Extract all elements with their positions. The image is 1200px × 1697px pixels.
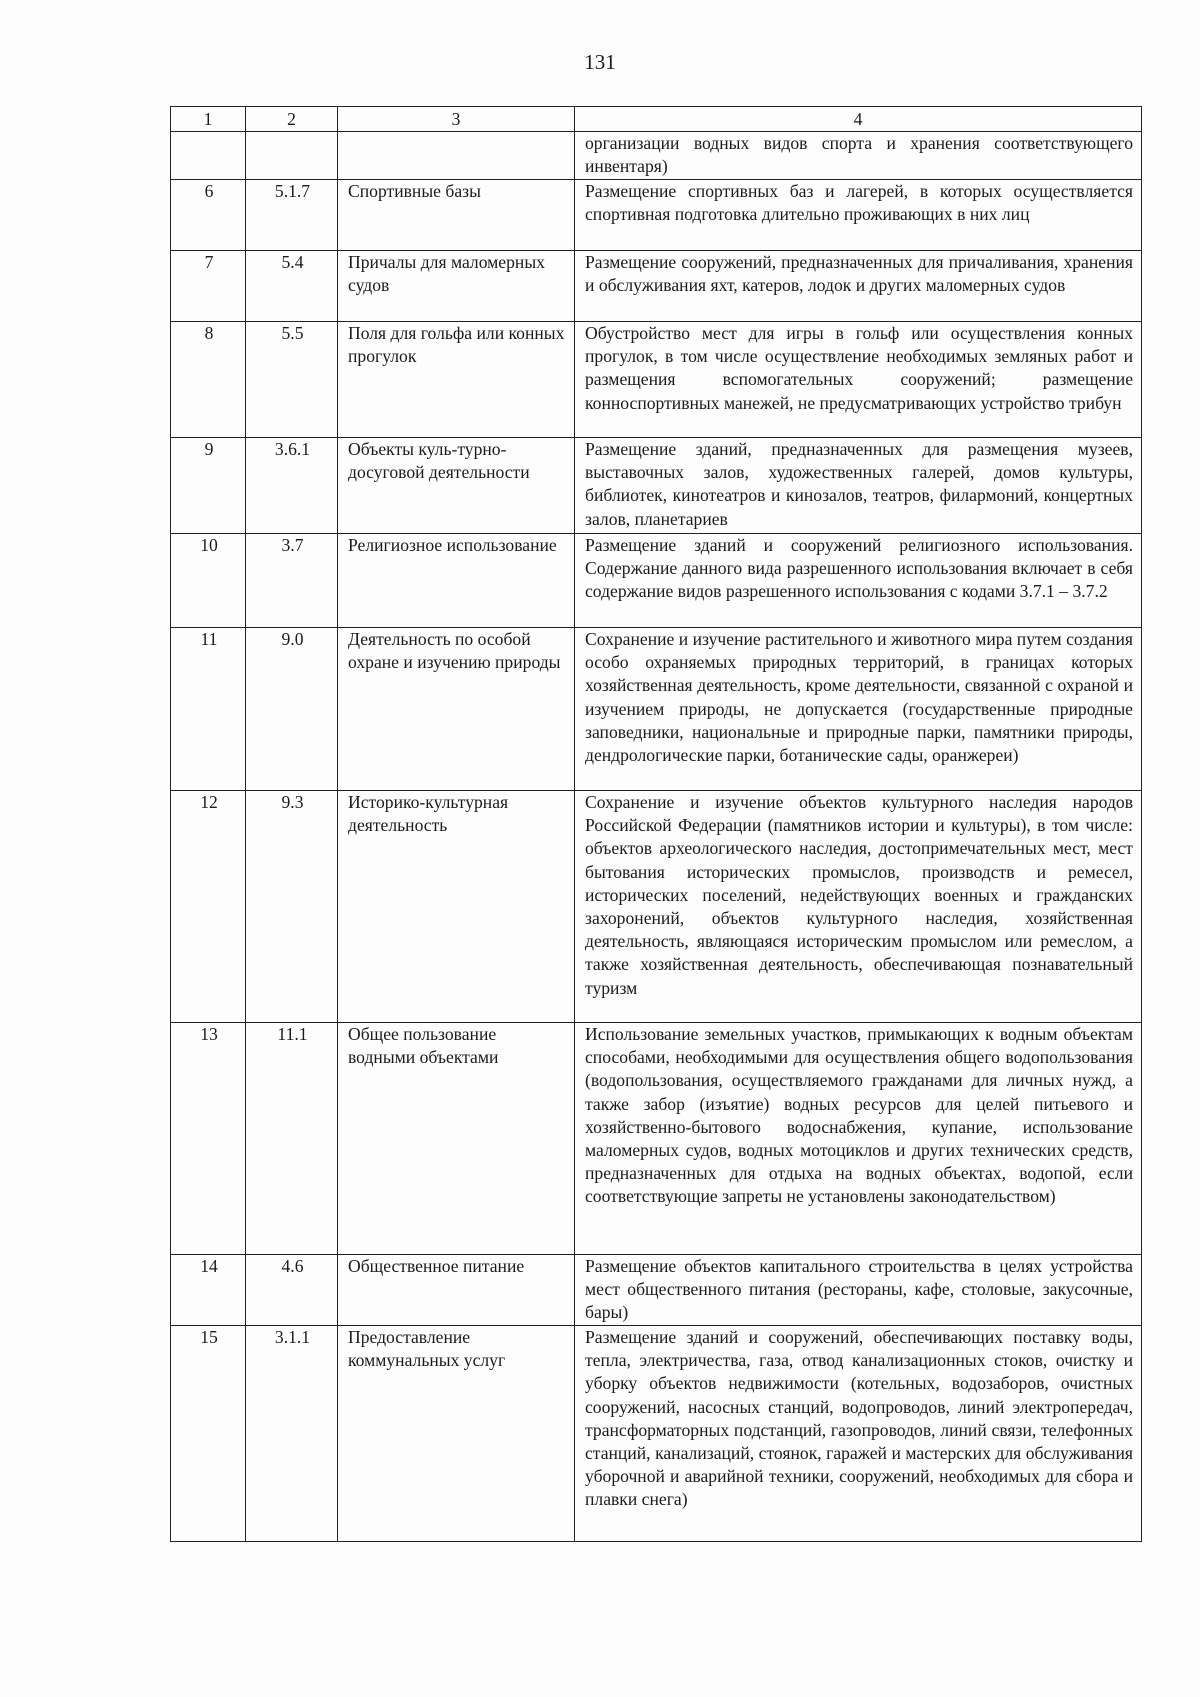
row-description-cell: Размещение зданий и сооружений, обеспечивающих поставку воды, тепла, электричества, газа, отвод канализационных стоков, очистку и уборку объектов недвижимости (котельных, водозаборов, очистных сооружений, насосных станций, водопроводов, линий электропередач, трансформаторных подстанций, газопроводов, линий связи, телефонных станций, канализаций, стоянок, гаражей и мастерских для обслуживания уборочной и аварийной техники, сооружений, необходимых для сбора и плавки снега) (575, 1326, 1142, 1542)
row-description-cell: Сохранение и изучение растительного и животного мира путем создания особо охраняемых природных территорий, в границах которых хозяйственная деятельность, кроме деятельности, связанной с охраной и изучением природы, не допускается (государственные природные заповедники, национальные и природные парки, памятники природы, дендрологические парки, ботанические сады, оранжереи) (575, 628, 1142, 791)
table-row (171, 628, 1142, 791)
row-code-cell: 5.4 (246, 251, 338, 322)
row-number-cell: 10 (171, 534, 246, 628)
table-row (171, 438, 1142, 534)
row-number-cell: 7 (171, 251, 246, 322)
table-row (171, 1255, 1142, 1326)
table-row (171, 251, 1142, 322)
column-header: 1 (171, 107, 246, 132)
row-number-cell: 11 (171, 628, 246, 791)
column-header: 4 (575, 107, 1142, 132)
row-description-cell: Сохранение и изучение объектов культурного наследия народов Российской Федерации (памятников истории и культуры), в том числе: объектов археологического наследия, достопримечательных мест, мест бытования исторических промыслов, производств и ремесел, исторических поселений, недействующих военных и гражданских захоронений, объектов культурного наследия, хозяйственная деятельность, являющаяся историческим промыслом или ремеслом, а также хозяйственная деятельность, обеспечивающая познавательный туризм (575, 791, 1142, 1023)
row-name-cell: Религиозное использование (338, 534, 575, 628)
row-code-cell: 9.0 (246, 628, 338, 791)
row-code-cell: 5.1.7 (246, 180, 338, 251)
row-code-cell: 4.6 (246, 1255, 338, 1326)
row-name-cell: Общее пользование водными объектами (338, 1023, 575, 1255)
row-description-cell: организации водных видов спорта и хранения соответствующего инвентаря) (575, 132, 1142, 180)
row-name-cell: Общественное питание (338, 1255, 575, 1326)
row-code-cell: 3.7 (246, 534, 338, 628)
row-number-cell: 13 (171, 1023, 246, 1255)
row-number-cell (171, 132, 246, 180)
row-code-cell (246, 132, 338, 180)
row-number-cell: 15 (171, 1326, 246, 1542)
row-number-cell: 8 (171, 322, 246, 438)
row-description-cell: Размещение зданий, предназначенных для размещения музеев, выставочных залов, художественных галерей, домов культуры, библиотек, кинотеатров и кинозалов, театров, филармоний, концертных залов, планетариев (575, 438, 1142, 534)
land-use-table (170, 106, 1142, 1542)
row-number-cell: 14 (171, 1255, 246, 1326)
table-row (171, 322, 1142, 438)
row-name-cell: Деятельность по особой охране и изучению природы (338, 628, 575, 791)
row-description-cell: Использование земельных участков, примыкающих к водным объектам способами, необходимыми для осуществления общего водопользования (водопользования, осуществляемого гражданами для личных нужд, а также забор (изъятие) водных ресурсов для целей питьевого и хозяйственно-бытового водоснабжения, купание, использование маломерных судов, водных мотоциклов и других технических средств, предназначенных для отдыха на водных объектах, водопой, если соответствующие запреты не установлены законодательством) (575, 1023, 1142, 1255)
table-header-row (171, 107, 1142, 132)
row-description-cell: Обустройство мест для игры в гольф или осуществления конных прогулок, в том числе осуществление необходимых земляных работ и размещения вспомогательных сооружений; размещение конноспортивных манежей, не предусматривающих устройство трибун (575, 322, 1142, 438)
row-code-cell: 11.1 (246, 1023, 338, 1255)
row-code-cell: 3.1.1 (246, 1326, 338, 1542)
row-description-cell: Размещение сооружений, предназначенных для причаливания, хранения и обслуживания яхт, катеров, лодок и других маломерных судов (575, 251, 1142, 322)
table-row (171, 1023, 1142, 1255)
row-name-cell: Спортивные базы (338, 180, 575, 251)
row-name-cell: Предоставление коммунальных услуг (338, 1326, 575, 1542)
table-row (171, 180, 1142, 251)
table-row (171, 132, 1142, 180)
row-name-cell: Объекты куль-турно-досуговой деятельности (338, 438, 575, 534)
table-row (171, 1326, 1142, 1542)
row-number-cell: 12 (171, 791, 246, 1023)
page-number: 131 (584, 50, 616, 74)
row-name-cell: Историко-культурная деятельность (338, 791, 575, 1023)
row-name-cell (338, 132, 575, 180)
row-description-cell: Размещение объектов капитального строительства в целях устройства мест общественного питания (рестораны, кафе, столовые, закусочные, бары) (575, 1255, 1142, 1326)
row-description-cell: Размещение спортивных баз и лагерей, в которых осуществляется спортивная подготовка длительно проживающих в них лиц (575, 180, 1142, 251)
column-header: 2 (246, 107, 338, 132)
row-name-cell: Поля для гольфа или конных прогулок (338, 322, 575, 438)
column-header: 3 (338, 107, 575, 132)
row-description-cell: Размещение зданий и сооружений религиозного использования. Содержание данного вида разрешенного использования включает в себя содержание видов разрешенного использования с кодами 3.7.1 – 3.7.2 (575, 534, 1142, 628)
row-code-cell: 5.5 (246, 322, 338, 438)
row-code-cell: 3.6.1 (246, 438, 338, 534)
table-row (171, 534, 1142, 628)
row-number-cell: 6 (171, 180, 246, 251)
row-code-cell: 9.3 (246, 791, 338, 1023)
row-number-cell: 9 (171, 438, 246, 534)
row-name-cell: Причалы для маломерных судов (338, 251, 575, 322)
table-row (171, 791, 1142, 1023)
